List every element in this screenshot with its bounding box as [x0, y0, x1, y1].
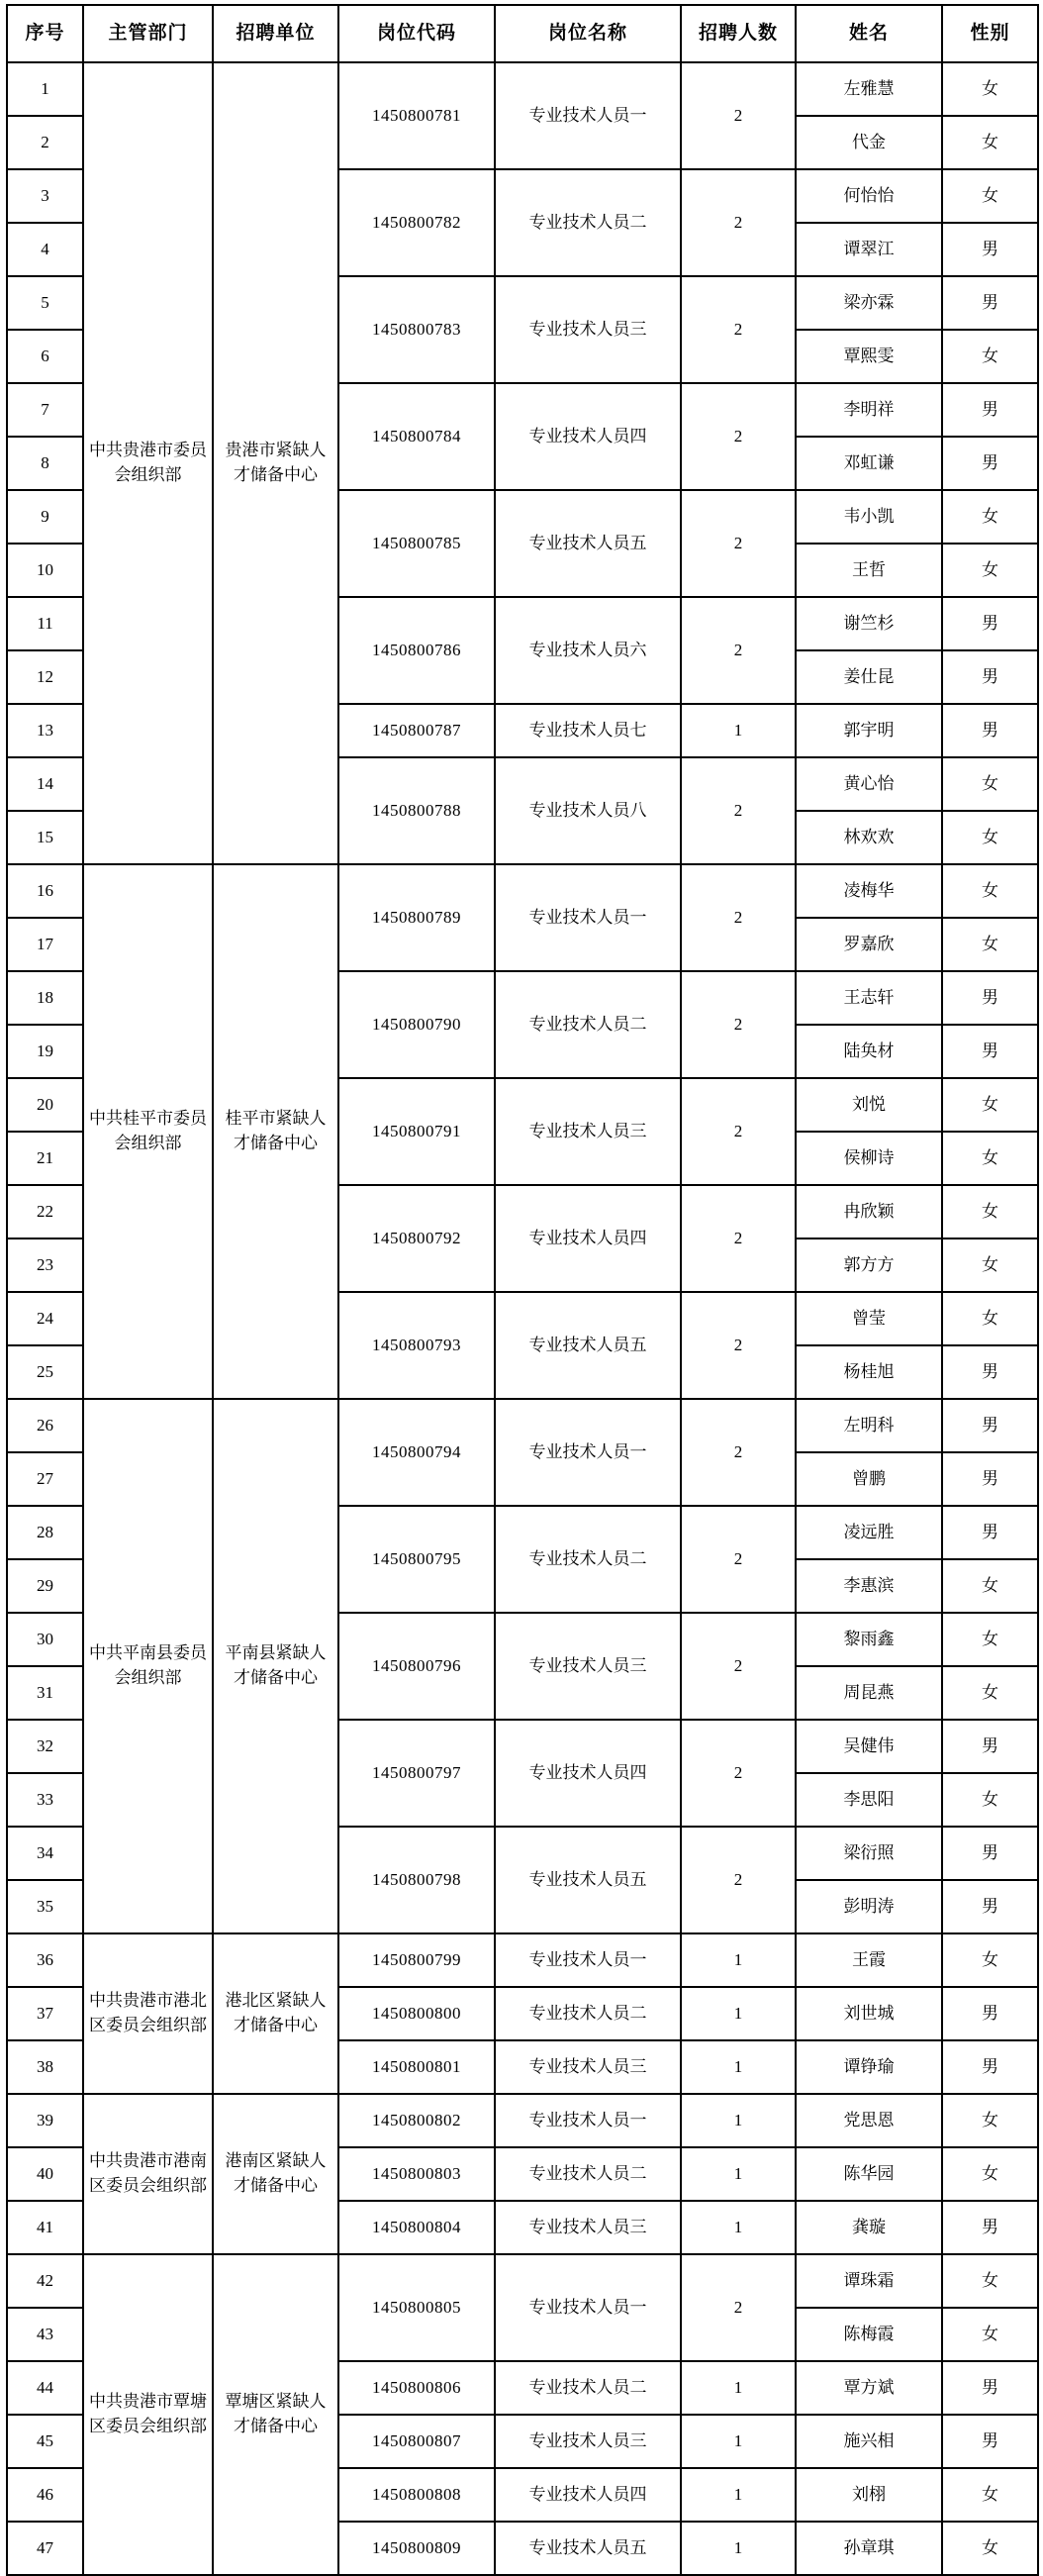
position-code-cell: 1450800792	[338, 1185, 495, 1292]
gender-cell: 男	[942, 2361, 1038, 2415]
department-cell: 中共桂平市委员会组织部	[83, 864, 213, 1399]
headcount-cell: 1	[681, 1987, 796, 2040]
department-cell: 中共平南县委员会组织部	[83, 1399, 213, 1933]
headcount-cell: 1	[681, 2522, 796, 2575]
serial-cell: 5	[7, 276, 83, 330]
headcount-cell: 2	[681, 62, 796, 169]
headcount-cell: 2	[681, 597, 796, 704]
position-code-cell: 1450800801	[338, 2040, 495, 2094]
column-header-name: 姓名	[796, 5, 942, 62]
headcount-cell: 2	[681, 1827, 796, 1933]
name-cell: 凌梅华	[796, 864, 942, 918]
gender-cell: 女	[942, 2308, 1038, 2361]
serial-cell: 37	[7, 1987, 83, 2040]
serial-cell: 11	[7, 597, 83, 650]
unit-cell: 桂平市紧缺人才储备中心	[213, 864, 338, 1399]
gender-cell: 男	[942, 1399, 1038, 1452]
name-cell: 左明科	[796, 1399, 942, 1452]
serial-cell: 27	[7, 1452, 83, 1506]
name-cell: 梁亦霖	[796, 276, 942, 330]
position-code-cell: 1450800789	[338, 864, 495, 971]
serial-cell: 14	[7, 757, 83, 811]
position-title-cell: 专业技术人员三	[495, 2040, 681, 2094]
position-title-cell: 专业技术人员三	[495, 276, 681, 383]
gender-cell: 男	[942, 1880, 1038, 1933]
unit-cell: 贵港市紧缺人才储备中心	[213, 62, 338, 864]
serial-cell: 46	[7, 2468, 83, 2522]
unit-cell: 港南区紧缺人才储备中心	[213, 2094, 338, 2254]
serial-cell: 6	[7, 330, 83, 383]
gender-cell: 男	[942, 1506, 1038, 1559]
headcount-cell: 2	[681, 276, 796, 383]
gender-cell: 男	[942, 1987, 1038, 2040]
gender-cell: 男	[942, 1827, 1038, 1880]
gender-cell: 男	[942, 597, 1038, 650]
position-title-cell: 专业技术人员二	[495, 1987, 681, 2040]
gender-cell: 女	[942, 1613, 1038, 1666]
position-code-cell: 1450800793	[338, 1292, 495, 1399]
position-code-cell: 1450800782	[338, 169, 495, 276]
serial-cell: 32	[7, 1720, 83, 1773]
name-cell: 覃熙雯	[796, 330, 942, 383]
position-code-cell: 1450800788	[338, 757, 495, 864]
position-title-cell: 专业技术人员四	[495, 1720, 681, 1827]
position-title-cell: 专业技术人员二	[495, 169, 681, 276]
serial-cell: 10	[7, 544, 83, 597]
serial-cell: 8	[7, 437, 83, 490]
department-cell: 中共贵港市港北区委员会组织部	[83, 1933, 213, 2094]
name-cell: 刘栩	[796, 2468, 942, 2522]
serial-cell: 9	[7, 490, 83, 544]
name-cell: 陆奂材	[796, 1025, 942, 1078]
position-title-cell: 专业技术人员三	[495, 1613, 681, 1720]
headcount-cell: 2	[681, 1399, 796, 1506]
name-cell: 彭明涛	[796, 1880, 942, 1933]
position-title-cell: 专业技术人员一	[495, 1399, 681, 1506]
headcount-cell: 2	[681, 1185, 796, 1292]
headcount-cell: 1	[681, 2147, 796, 2201]
column-header-unit: 招聘单位	[213, 5, 338, 62]
gender-cell: 男	[942, 2040, 1038, 2094]
name-cell: 吴健伟	[796, 1720, 942, 1773]
table-row	[7, 864, 1038, 918]
serial-cell: 43	[7, 2308, 83, 2361]
headcount-cell: 1	[681, 704, 796, 757]
serial-cell: 39	[7, 2094, 83, 2147]
position-code-cell: 1450800808	[338, 2468, 495, 2522]
gender-cell: 男	[942, 276, 1038, 330]
gender-cell: 女	[942, 1559, 1038, 1613]
position-code-cell: 1450800783	[338, 276, 495, 383]
name-cell: 李明祥	[796, 383, 942, 437]
serial-cell: 31	[7, 1666, 83, 1720]
position-code-cell: 1450800795	[338, 1506, 495, 1613]
table-row	[7, 2254, 1038, 2308]
column-header-position: 岗位名称	[495, 5, 681, 62]
gender-cell: 女	[942, 544, 1038, 597]
name-cell: 周昆燕	[796, 1666, 942, 1720]
name-cell: 施兴相	[796, 2415, 942, 2468]
headcount-cell: 2	[681, 490, 796, 597]
gender-cell: 女	[942, 62, 1038, 116]
name-cell: 梁衍照	[796, 1827, 942, 1880]
position-title-cell: 专业技术人员二	[495, 971, 681, 1078]
table-row	[7, 1933, 1038, 1987]
name-cell: 谭珠霜	[796, 2254, 942, 2308]
position-code-cell: 1450800804	[338, 2201, 495, 2254]
gender-cell: 女	[942, 2522, 1038, 2575]
headcount-cell: 2	[681, 1613, 796, 1720]
serial-cell: 1	[7, 62, 83, 116]
name-cell: 韦小凯	[796, 490, 942, 544]
position-code-cell: 1450800784	[338, 383, 495, 490]
department-cell: 中共贵港市覃塘区委员会组织部	[83, 2254, 213, 2575]
gender-cell: 女	[942, 811, 1038, 864]
headcount-cell: 2	[681, 1078, 796, 1185]
position-title-cell: 专业技术人员六	[495, 597, 681, 704]
position-title-cell: 专业技术人员三	[495, 2415, 681, 2468]
headcount-cell: 1	[681, 1933, 796, 1987]
serial-cell: 17	[7, 918, 83, 971]
headcount-cell: 1	[681, 2040, 796, 2094]
serial-cell: 44	[7, 2361, 83, 2415]
position-code-cell: 1450800790	[338, 971, 495, 1078]
name-cell: 王霞	[796, 1933, 942, 1987]
serial-cell: 35	[7, 1880, 83, 1933]
position-title-cell: 专业技术人员一	[495, 2094, 681, 2147]
position-title-cell: 专业技术人员三	[495, 2201, 681, 2254]
gender-cell: 女	[942, 864, 1038, 918]
serial-cell: 13	[7, 704, 83, 757]
headcount-cell: 1	[681, 2468, 796, 2522]
gender-cell: 男	[942, 1720, 1038, 1773]
gender-cell: 男	[942, 437, 1038, 490]
gender-cell: 女	[942, 2254, 1038, 2308]
position-code-cell: 1450800805	[338, 2254, 495, 2361]
gender-cell: 男	[942, 1025, 1038, 1078]
serial-cell: 4	[7, 223, 83, 276]
position-title-cell: 专业技术人员四	[495, 1185, 681, 1292]
gender-cell: 女	[942, 1078, 1038, 1132]
headcount-cell: 2	[681, 1292, 796, 1399]
table-row	[7, 1399, 1038, 1452]
unit-cell: 港北区紧缺人才储备中心	[213, 1933, 338, 2094]
name-cell: 罗嘉欣	[796, 918, 942, 971]
name-cell: 龚璇	[796, 2201, 942, 2254]
serial-cell: 30	[7, 1613, 83, 1666]
position-title-cell: 专业技术人员五	[495, 490, 681, 597]
serial-cell: 25	[7, 1345, 83, 1399]
unit-cell: 平南县紧缺人才储备中心	[213, 1399, 338, 1933]
gender-cell: 女	[942, 2147, 1038, 2201]
gender-cell: 女	[942, 169, 1038, 223]
serial-cell: 28	[7, 1506, 83, 1559]
serial-cell: 40	[7, 2147, 83, 2201]
name-cell: 陈华园	[796, 2147, 942, 2201]
position-title-cell: 专业技术人员一	[495, 1933, 681, 1987]
position-code-cell: 1450800807	[338, 2415, 495, 2468]
position-title-cell: 专业技术人员三	[495, 1078, 681, 1185]
serial-cell: 7	[7, 383, 83, 437]
name-cell: 冉欣颖	[796, 1185, 942, 1238]
name-cell: 覃方斌	[796, 2361, 942, 2415]
department-cell: 中共贵港市港南区委员会组织部	[83, 2094, 213, 2254]
name-cell: 刘悦	[796, 1078, 942, 1132]
position-code-cell: 1450800796	[338, 1613, 495, 1720]
position-code-cell: 1450800809	[338, 2522, 495, 2575]
unit-cell: 覃塘区紧缺人才储备中心	[213, 2254, 338, 2575]
position-code-cell: 1450800798	[338, 1827, 495, 1933]
position-title-cell: 专业技术人员二	[495, 2361, 681, 2415]
position-code-cell: 1450800786	[338, 597, 495, 704]
name-cell: 王哲	[796, 544, 942, 597]
name-cell: 凌远胜	[796, 1506, 942, 1559]
column-header-department: 主管部门	[83, 5, 213, 62]
name-cell: 谭铮瑜	[796, 2040, 942, 2094]
headcount-cell: 1	[681, 2415, 796, 2468]
gender-cell: 女	[942, 1292, 1038, 1345]
serial-cell: 26	[7, 1399, 83, 1452]
name-cell: 黄心怡	[796, 757, 942, 811]
name-cell: 李思阳	[796, 1773, 942, 1827]
gender-cell: 男	[942, 223, 1038, 276]
name-cell: 林欢欢	[796, 811, 942, 864]
position-title-cell: 专业技术人员一	[495, 62, 681, 169]
name-cell: 姜仕昆	[796, 650, 942, 704]
position-code-cell: 1450800803	[338, 2147, 495, 2201]
serial-cell: 23	[7, 1238, 83, 1292]
column-header-headcount: 招聘人数	[681, 5, 796, 62]
position-code-cell: 1450800806	[338, 2361, 495, 2415]
position-title-cell: 专业技术人员二	[495, 1506, 681, 1613]
position-code-cell: 1450800781	[338, 62, 495, 169]
headcount-cell: 1	[681, 2094, 796, 2147]
gender-cell: 女	[942, 1666, 1038, 1720]
name-cell: 陈梅霞	[796, 2308, 942, 2361]
serial-cell: 42	[7, 2254, 83, 2308]
gender-cell: 女	[942, 1185, 1038, 1238]
serial-cell: 41	[7, 2201, 83, 2254]
name-cell: 何怡怡	[796, 169, 942, 223]
headcount-cell: 2	[681, 757, 796, 864]
name-cell: 代金	[796, 116, 942, 169]
table-row	[7, 2094, 1038, 2147]
serial-cell: 21	[7, 1132, 83, 1185]
position-code-cell: 1450800785	[338, 490, 495, 597]
serial-cell: 47	[7, 2522, 83, 2575]
column-header-serial: 序号	[7, 5, 83, 62]
gender-cell: 女	[942, 116, 1038, 169]
table-header-row	[7, 5, 1038, 62]
name-cell: 郭宇明	[796, 704, 942, 757]
serial-cell: 18	[7, 971, 83, 1025]
name-cell: 左雅慧	[796, 62, 942, 116]
position-title-cell: 专业技术人员五	[495, 1827, 681, 1933]
name-cell: 侯柳诗	[796, 1132, 942, 1185]
position-title-cell: 专业技术人员五	[495, 2522, 681, 2575]
position-code-cell: 1450800794	[338, 1399, 495, 1506]
headcount-cell: 2	[681, 1720, 796, 1827]
name-cell: 黎雨鑫	[796, 1613, 942, 1666]
gender-cell: 女	[942, 1773, 1038, 1827]
position-title-cell: 专业技术人员一	[495, 2254, 681, 2361]
name-cell: 谢竺杉	[796, 597, 942, 650]
serial-cell: 24	[7, 1292, 83, 1345]
serial-cell: 45	[7, 2415, 83, 2468]
gender-cell: 男	[942, 1345, 1038, 1399]
serial-cell: 38	[7, 2040, 83, 2094]
position-title-cell: 专业技术人员二	[495, 2147, 681, 2201]
department-cell: 中共贵港市委员会组织部	[83, 62, 213, 864]
gender-cell: 女	[942, 1238, 1038, 1292]
serial-cell: 34	[7, 1827, 83, 1880]
gender-cell: 女	[942, 330, 1038, 383]
table-row	[7, 62, 1038, 116]
gender-cell: 女	[942, 2468, 1038, 2522]
gender-cell: 女	[942, 757, 1038, 811]
serial-cell: 22	[7, 1185, 83, 1238]
position-code-cell: 1450800787	[338, 704, 495, 757]
name-cell: 杨桂旭	[796, 1345, 942, 1399]
name-cell: 王志轩	[796, 971, 942, 1025]
gender-cell: 女	[942, 1933, 1038, 1987]
name-cell: 党思恩	[796, 2094, 942, 2147]
position-title-cell: 专业技术人员四	[495, 2468, 681, 2522]
gender-cell: 男	[942, 2201, 1038, 2254]
serial-cell: 20	[7, 1078, 83, 1132]
gender-cell: 女	[942, 1132, 1038, 1185]
gender-cell: 女	[942, 2094, 1038, 2147]
position-code-cell: 1450800800	[338, 1987, 495, 2040]
gender-cell: 男	[942, 2415, 1038, 2468]
headcount-cell: 2	[681, 169, 796, 276]
name-cell: 刘世城	[796, 1987, 942, 2040]
name-cell: 邓虹谦	[796, 437, 942, 490]
headcount-cell: 1	[681, 2201, 796, 2254]
position-title-cell: 专业技术人员五	[495, 1292, 681, 1399]
gender-cell: 女	[942, 490, 1038, 544]
position-code-cell: 1450800802	[338, 2094, 495, 2147]
position-code-cell: 1450800799	[338, 1933, 495, 1987]
headcount-cell: 2	[681, 971, 796, 1078]
serial-cell: 29	[7, 1559, 83, 1613]
headcount-cell: 2	[681, 864, 796, 971]
position-title-cell: 专业技术人员七	[495, 704, 681, 757]
serial-cell: 36	[7, 1933, 83, 1987]
position-code-cell: 1450800797	[338, 1720, 495, 1827]
gender-cell: 男	[942, 383, 1038, 437]
gender-cell: 男	[942, 650, 1038, 704]
headcount-cell: 2	[681, 383, 796, 490]
gender-cell: 男	[942, 1452, 1038, 1506]
name-cell: 曾莹	[796, 1292, 942, 1345]
position-title-cell: 专业技术人员四	[495, 383, 681, 490]
headcount-cell: 2	[681, 1506, 796, 1613]
name-cell: 郭方方	[796, 1238, 942, 1292]
serial-cell: 3	[7, 169, 83, 223]
headcount-cell: 1	[681, 2361, 796, 2415]
gender-cell: 女	[942, 918, 1038, 971]
name-cell: 曾鹏	[796, 1452, 942, 1506]
serial-cell: 12	[7, 650, 83, 704]
serial-cell: 33	[7, 1773, 83, 1827]
gender-cell: 男	[942, 704, 1038, 757]
table-body	[7, 62, 1038, 2575]
column-header-gender: 性别	[942, 5, 1038, 62]
name-cell: 谭翠江	[796, 223, 942, 276]
serial-cell: 15	[7, 811, 83, 864]
serial-cell: 2	[7, 116, 83, 169]
name-cell: 李惠滨	[796, 1559, 942, 1613]
gender-cell: 男	[942, 971, 1038, 1025]
serial-cell: 16	[7, 864, 83, 918]
name-cell: 孙章琪	[796, 2522, 942, 2575]
column-header-code: 岗位代码	[338, 5, 495, 62]
position-title-cell: 专业技术人员八	[495, 757, 681, 864]
position-code-cell: 1450800791	[338, 1078, 495, 1185]
position-title-cell: 专业技术人员一	[495, 864, 681, 971]
headcount-cell: 2	[681, 2254, 796, 2361]
recruitment-table	[6, 4, 1039, 2576]
serial-cell: 19	[7, 1025, 83, 1078]
